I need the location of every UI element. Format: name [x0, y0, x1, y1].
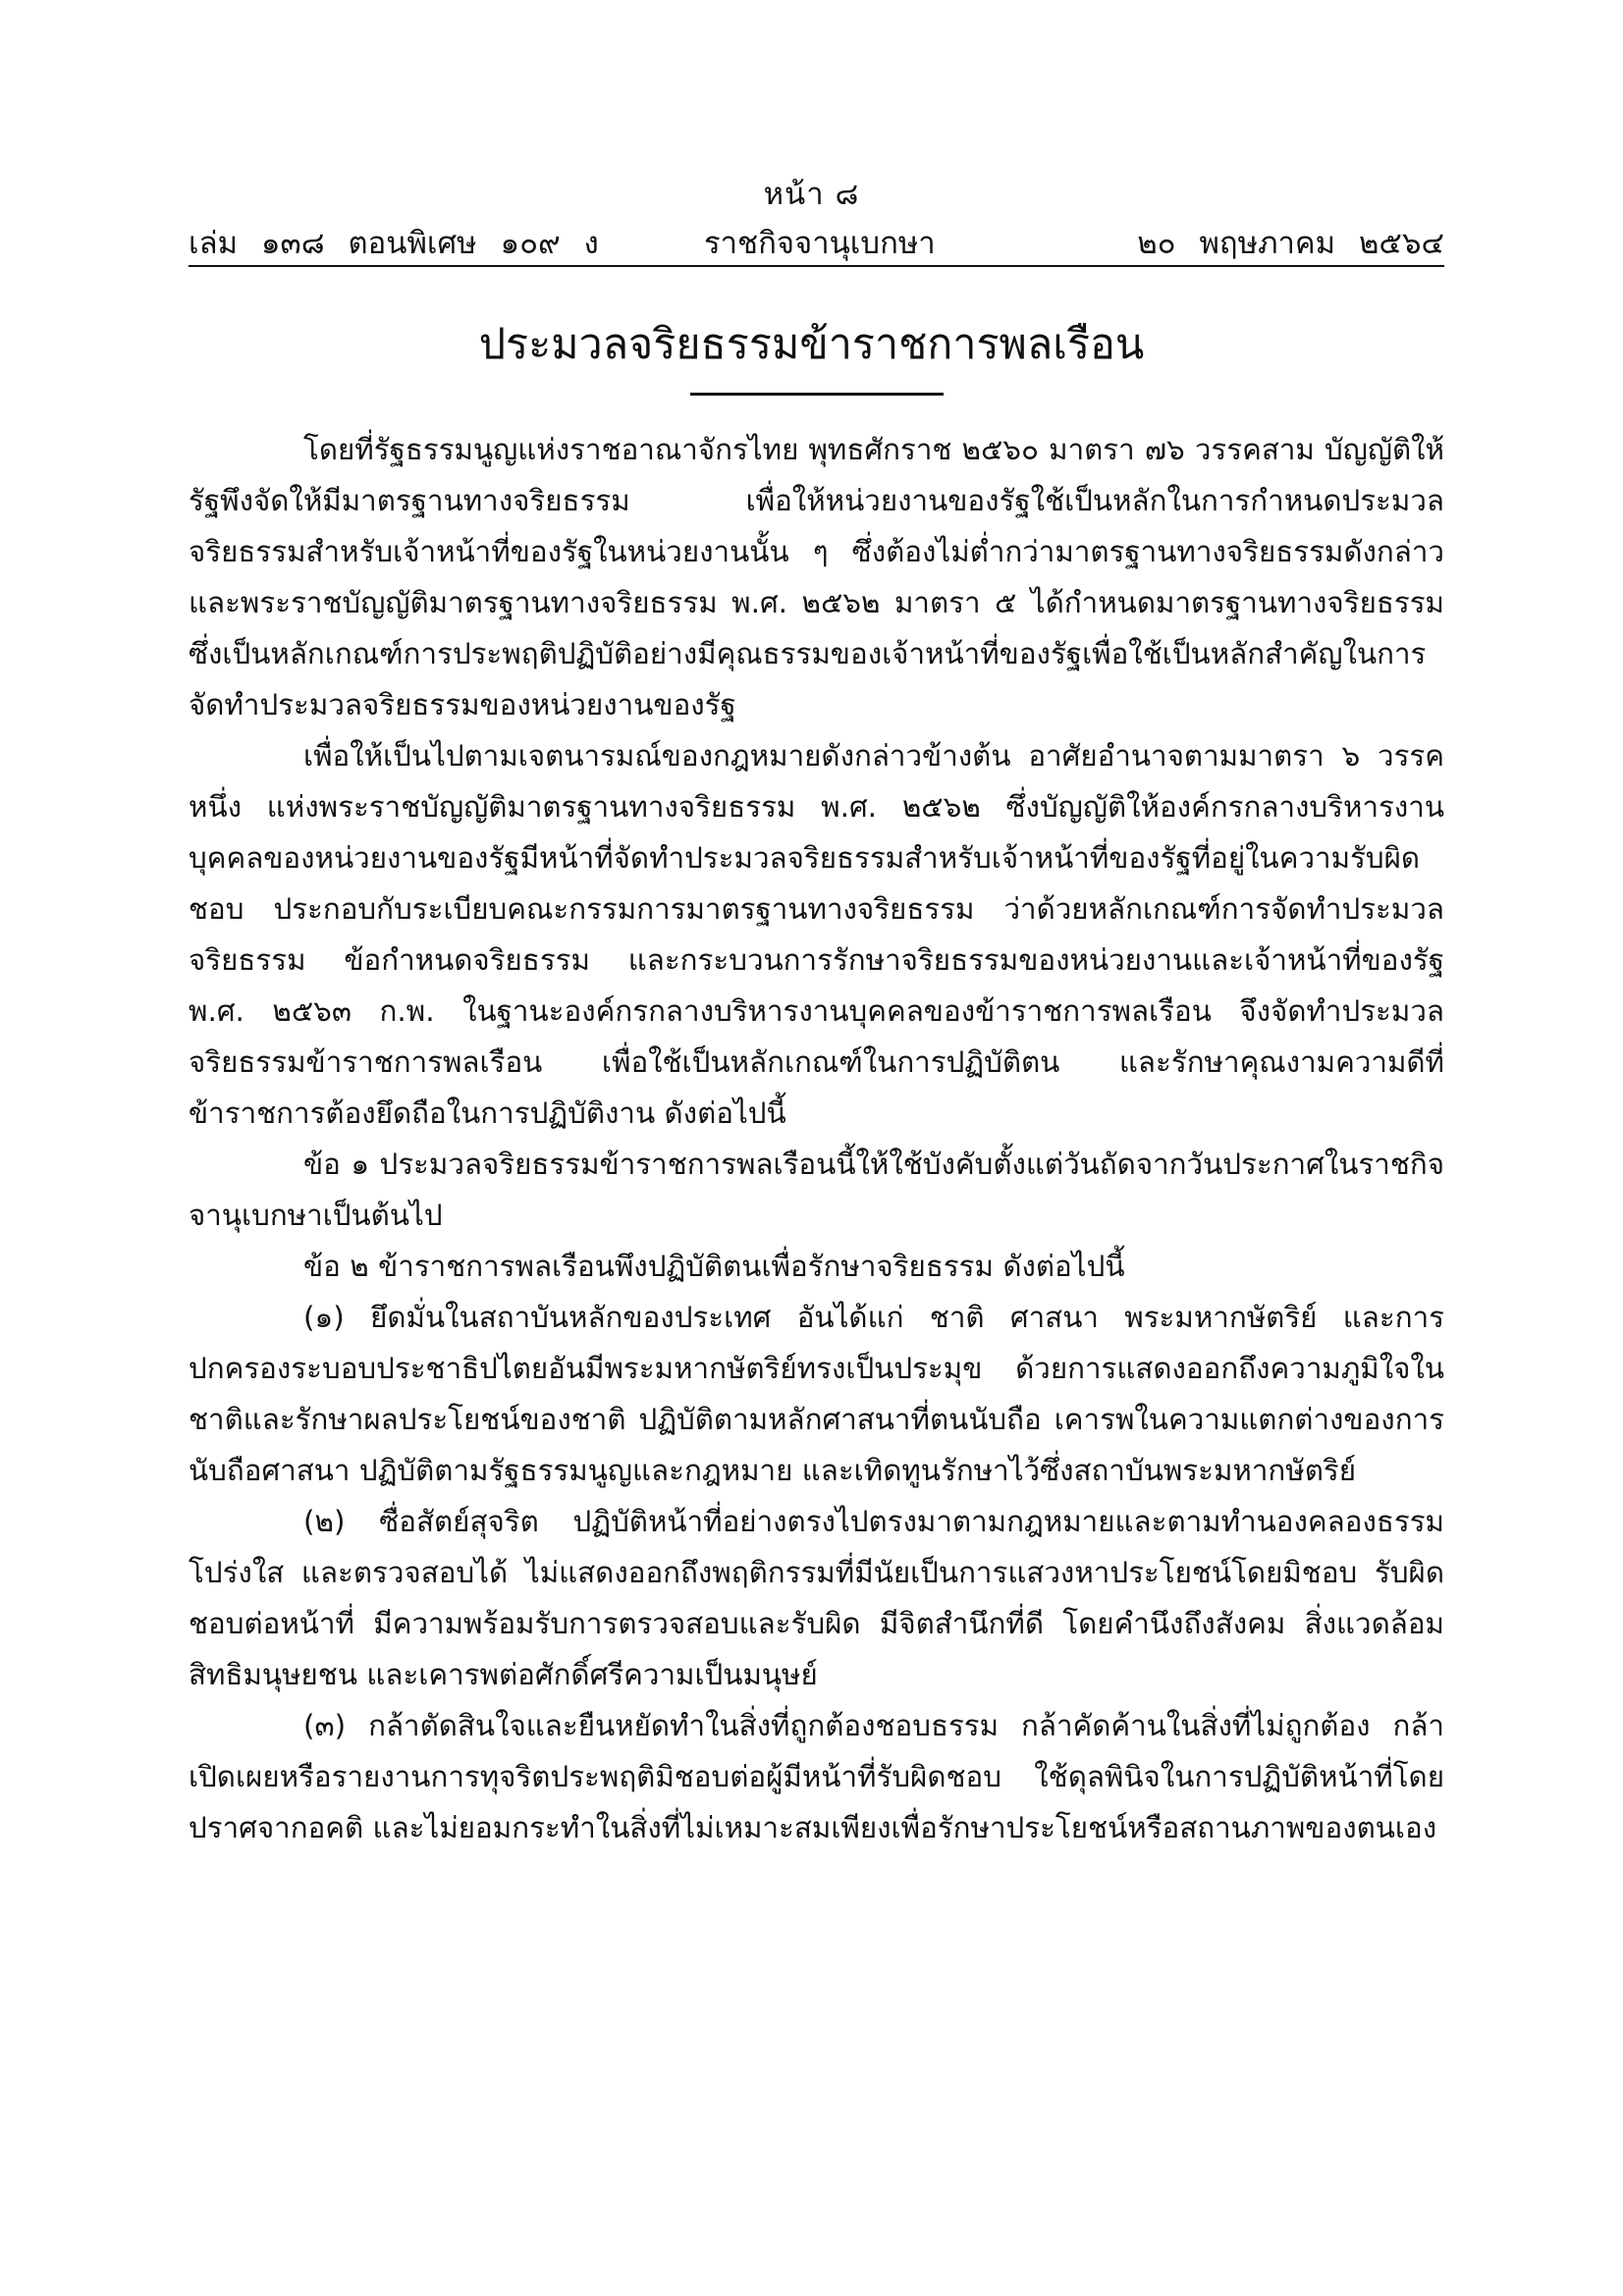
clause-2-item-1: (๑) ยึดมั่นในสถาบันหลักของประเทศ อันได้แก่ ชาติ ศาสนา พระมหากษัตริย์ และการปกครองระบอบประชาธิปไตยอันมีพระมหากษัตริย์ทรงเป็นประมุข ด้วยการแสดงออกถึงความภูมิใจในชาติและรักษาผลประโยชน์ของชาติ ปฏิบัติตามหลักศาสนาที่ตนนับถือ เคารพในความแตกต่างของการนับถือศาสนา ปฏิบัติตามรัฐธรรมนูญและกฎหมาย และเทิดทูนรักษาไว้ซึ่งสถาบันพระมหากษัตริย์ — [189, 1301, 1444, 1487]
clause-1: ข้อ ๑ ประมวลจริยธรรมข้าราชการพลเรือนนี้ให้ใช้บังคับตั้งแต่วันถัดจากวันประกาศในราชกิจจานุเบกษาเป็นต้นไป — [189, 1148, 1444, 1232]
clause-2-item-3: (๓) กล้าตัดสินใจและยืนหยัดทำในสิ่งที่ถูกต้องชอบธรรม กล้าคัดค้านในสิ่งที่ไม่ถูกต้อง กล้าเปิดเผยหรือรายงานการทุจริตประพฤติมิชอบต่อผู้มีหน้าที่รับผิดชอบ ใช้ดุลพินิจในการปฏิบัติหน้าที่โดยปราศจากอคติ และไม่ยอมกระทำในสิ่งที่ไม่เหมาะสมเพียงเพื่อรักษาประโยชน์หรือสถานภาพของตนเอง — [189, 1709, 1444, 1844]
clause-2-item-2: (๒) ซื่อสัตย์สุจริต ปฏิบัติหน้าที่อย่างตรงไปตรงมาตามกฎหมายและตามทำนองคลองธรรม โปร่งใส และตรวจสอบได้ ไม่แสดงออกถึงพฤติกรรมที่มีนัยเป็นการแสวงหาประโยชน์โดยมิชอบ รับผิดชอบต่อหน้าที่ มีความพร้อมรับการตรวจสอบและรับผิด มีจิตสำนึกที่ดี โดยคำนึงถึงสังคม สิ่งแวดล้อม สิทธิมนุษยชน และเคารพต่อศักดิ์ศรีความเป็นมนุษย์ — [189, 1505, 1444, 1691]
title-underline — [690, 393, 944, 396]
document-body — [189, 424, 1444, 1853]
volume-issue: เล่ม ๑๓๘ ตอนพิเศษ ๑๐๙ ง — [189, 226, 599, 261]
document-title: ประมวลจริยธรรมข้าราชการพลเรือน — [478, 320, 1145, 369]
publication-name: ราชกิจจานุเบกษา — [704, 226, 936, 261]
clause-2: ข้อ ๒ ข้าราชการพลเรือนพึงปฏิบัติตนเพื่อรักษาจริยธรรม ดังต่อไปนี้ — [303, 1250, 1125, 1283]
header-divider — [189, 265, 1444, 267]
authority-paragraph: เพื่อให้เป็นไปตามเจตนารมณ์ของกฎหมายดังกล่าวข้างต้น อาศัยอำนาจตามมาตรา ๖ วรรคหนึ่ง แห่งพระราชบัญญัติมาตรฐานทางจริยธรรม พ.ศ. ๒๕๖๒ ซึ่งบัญญัติให้องค์กรกลางบริหารงานบุคคลของหน่วยงานของรัฐมีหน้าที่จัดทำประมวลจริยธรรมสำหรับเจ้าหน้าที่ของรัฐที่อยู่ในความรับผิดชอบ ประกอบกับระเบียบคณะกรรมการมาตรฐานทางจริยธรรม ว่าด้วยหลักเกณฑ์การจัดทำประมวลจริยธรรม ข้อกำหนดจริยธรรม และกระบวนการรักษาจริยธรรมของหน่วยงานและเจ้าหน้าที่ของรัฐ พ.ศ. ๒๕๖๓ ก.พ. ในฐานะองค์กรกลางบริหารงานบุคคลของข้าราชการพลเรือน จึงจัดทำประมวลจริยธรรมข้าราชการพลเรือน เพื่อใช้เป็นหลักเกณฑ์ในการปฏิบัติตน และรักษาคุณงามความดีที่ข้าราชการต้องยึดถือในการปฏิบัติงาน ดังต่อไปนี้ — [189, 739, 1444, 1130]
preamble-paragraph: โดยที่รัฐธรรมนูญแห่งราชอาณาจักรไทย พุทธศักราช ๒๕๖๐ มาตรา ๗๖ วรรคสาม บัญญัติให้รัฐพึงจัดให้มีมาตรฐานทางจริยธรรม เพื่อให้หน่วยงานของรัฐใช้เป็นหลักในการกำหนดประมวลจริยธรรมสำหรับเจ้าหน้าที่ของรัฐในหน่วยงานนั้น ๆ ซึ่งต้องไม่ต่ำกว่ามาตรฐานทางจริยธรรมดังกล่าว และพระราชบัญญัติมาตรฐานทางจริยธรรม พ.ศ. ๒๕๖๒ มาตรา ๕ ได้กำหนดมาตรฐานทางจริยธรรม ซึ่งเป็นหลักเกณฑ์การประพฤติปฏิบัติอย่างมีคุณธรรมของเจ้าหน้าที่ของรัฐเพื่อใช้เป็นหลักสำคัญในการจัดทำประมวลจริยธรรมของหน่วยงานของรัฐ — [189, 433, 1444, 721]
publication-date: ๒๐ พฤษภาคม ๒๕๖๔ — [1137, 226, 1444, 261]
gazette-header — [189, 218, 1444, 263]
page-number: หน้า ๘ — [763, 177, 860, 212]
